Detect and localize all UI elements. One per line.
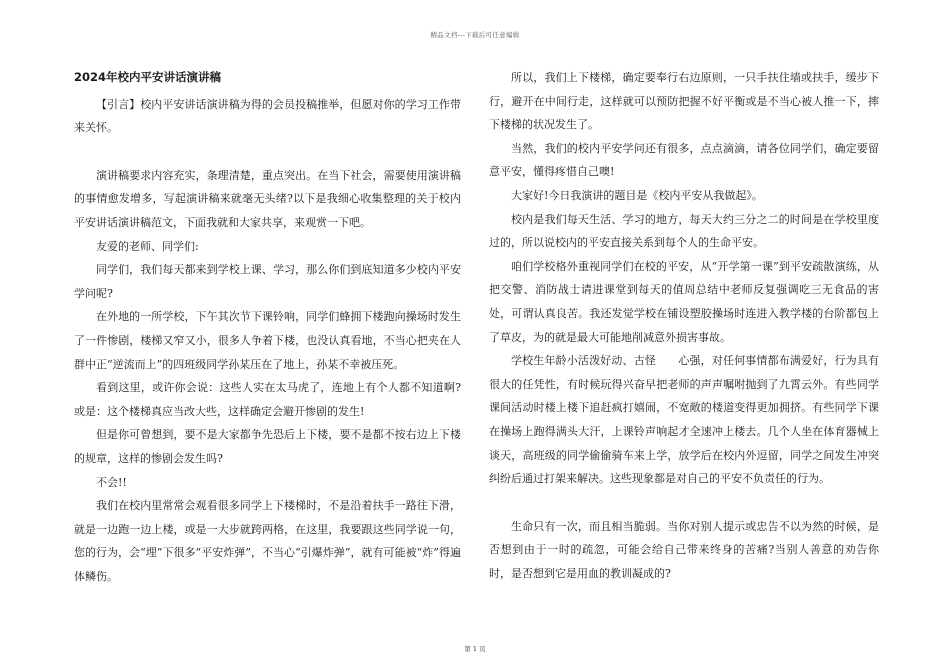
body-paragraph: 学校生年龄小活泼好动、古怪 心强，对任何事情都布满爱好，行为具有很大的任凭性，有时候玩得兴奋早把老师的声声嘱咐抛到了九霄云外。有些同学课间活动时楼上楼下追赶疯打嬉闹，不宽敞的楼道变得更加拥挤。有些同学下课在操场上跑得满头大汗，上课铃声响起才全速冲上楼去。几个人坐在体育器械上谈天，高班级的同学偷偷骑车来上学，放学后在校内外逗留，同学之间发生冲突纠纷后通过打架来解决。这些现象都是对自己的平安不负责任的行为。 — [489, 354, 879, 486]
body-paragraph: 看到这里，或许你会说：这些人实在太马虎了，连地上有个人都不知道啊?或是：这个楼梯真应当改大些，这样确定会避开惨剧的发生! — [74, 381, 461, 418]
intro-paragraph: 【引言】校内平安讲话演讲稿为得的会员投稿推举，但愿对你的学习工作带来关怀。 — [74, 97, 461, 135]
body-paragraph: 当然，我们的校内平安学问还有很多，点点滴滴，请各位同学们，确定要留意平安，懂得疼惜自己噢! — [489, 141, 879, 179]
body-paragraph: 大家好!今日我演讲的题目是《校内平安从我做起》。 — [511, 188, 763, 202]
right-column — [489, 66, 879, 585]
body-paragraph: 咱们学校格外重视同学们在校的平安，从“开学第一课”到平安疏散演练，从把交警、消防战士请进课堂到每天的值周总结中老师反复强调吃三无食品的害处，可谓认真良苦。我还发觉学校在铺设塑胶操场时连进入教学楼的台阶都包上了草皮，为的就是最大可能地削减意外损害事故。 — [489, 259, 879, 344]
body-paragraph: 不会!! — [96, 475, 127, 489]
page-header: 精品文档---下载后可任意编辑 — [430, 31, 520, 39]
body-paragraph: 但是你可曾想到，要不是大家都争先恐后上下楼，要不是都不按右边上下楼的规章，这样的惨剧会发生吗? — [74, 428, 461, 465]
body-paragraph: 在外地的一所学校，下午其次节下课铃响，同学们蜂拥下楼跑向操场时发生了一件惨剧，楼梯又窄又小，很多人争着下楼，也没认真看地，不当心把夹在人群中正“逆流而上”的四班级同学孙某压在了地上，孙某不幸被压死。 — [74, 310, 461, 371]
document-title: 2024年校内平安讲话演讲稿 — [74, 70, 222, 84]
left-column — [74, 66, 461, 588]
body-paragraph: 同学们，我们每天都来到学校上课、学习，那么你们到底知道多少校内平安学问呢? — [74, 263, 461, 300]
body-paragraph: 校内是我们每天生活、学习的地方，每天大约三分之二的时间是在学校里度过的，所以说校内的平安直接关系到每个人的生命平安。 — [489, 212, 879, 250]
body-paragraph: 生命只有一次，而且相当脆弱。当你对别人提示或忠告不以为然的时候，是否想到由于一时的疏忽，可能会给自己带来终身的苦痛?当别人善意的劝告你时，是否想到它是用血的教训凝成的? — [489, 519, 879, 580]
body-paragraph: 我们在校内里常常会观看很多同学上下楼梯时，不是沿着扶手一路往下滑，就是一边跑一边上楼，或是一大步就跨两格，在这里，我要跟这些同学说一句，您的行为，会“埋”下很多“平安炸弹”，不当心“引爆炸弹”，就有可能被“炸”得遍体鳞伤。 — [74, 499, 461, 583]
page-number: 第 1 页 — [464, 645, 486, 653]
body-paragraph: 演讲稿要求内容充实，条理清楚，重点突出。在当下社会，需要使用演讲稿的事情愈发增多，写起演讲稿来就毫无头绪?以下是我细心收集整理的关于校内平安讲话演讲稿范文，下面我就和大家共享，来观赏一下吧。 — [74, 168, 461, 229]
body-paragraph: 所以，我们上下楼梯，确定要奉行右边原则，一只手扶住墙或扶手，缓步下行，避开在中间行走，这样就可以预防把握不好平衡或是不当心被人推一下，摔下楼梯的状况发生了。 — [489, 71, 879, 132]
salutation: 友爱的老师、同学们: — [96, 239, 199, 253]
